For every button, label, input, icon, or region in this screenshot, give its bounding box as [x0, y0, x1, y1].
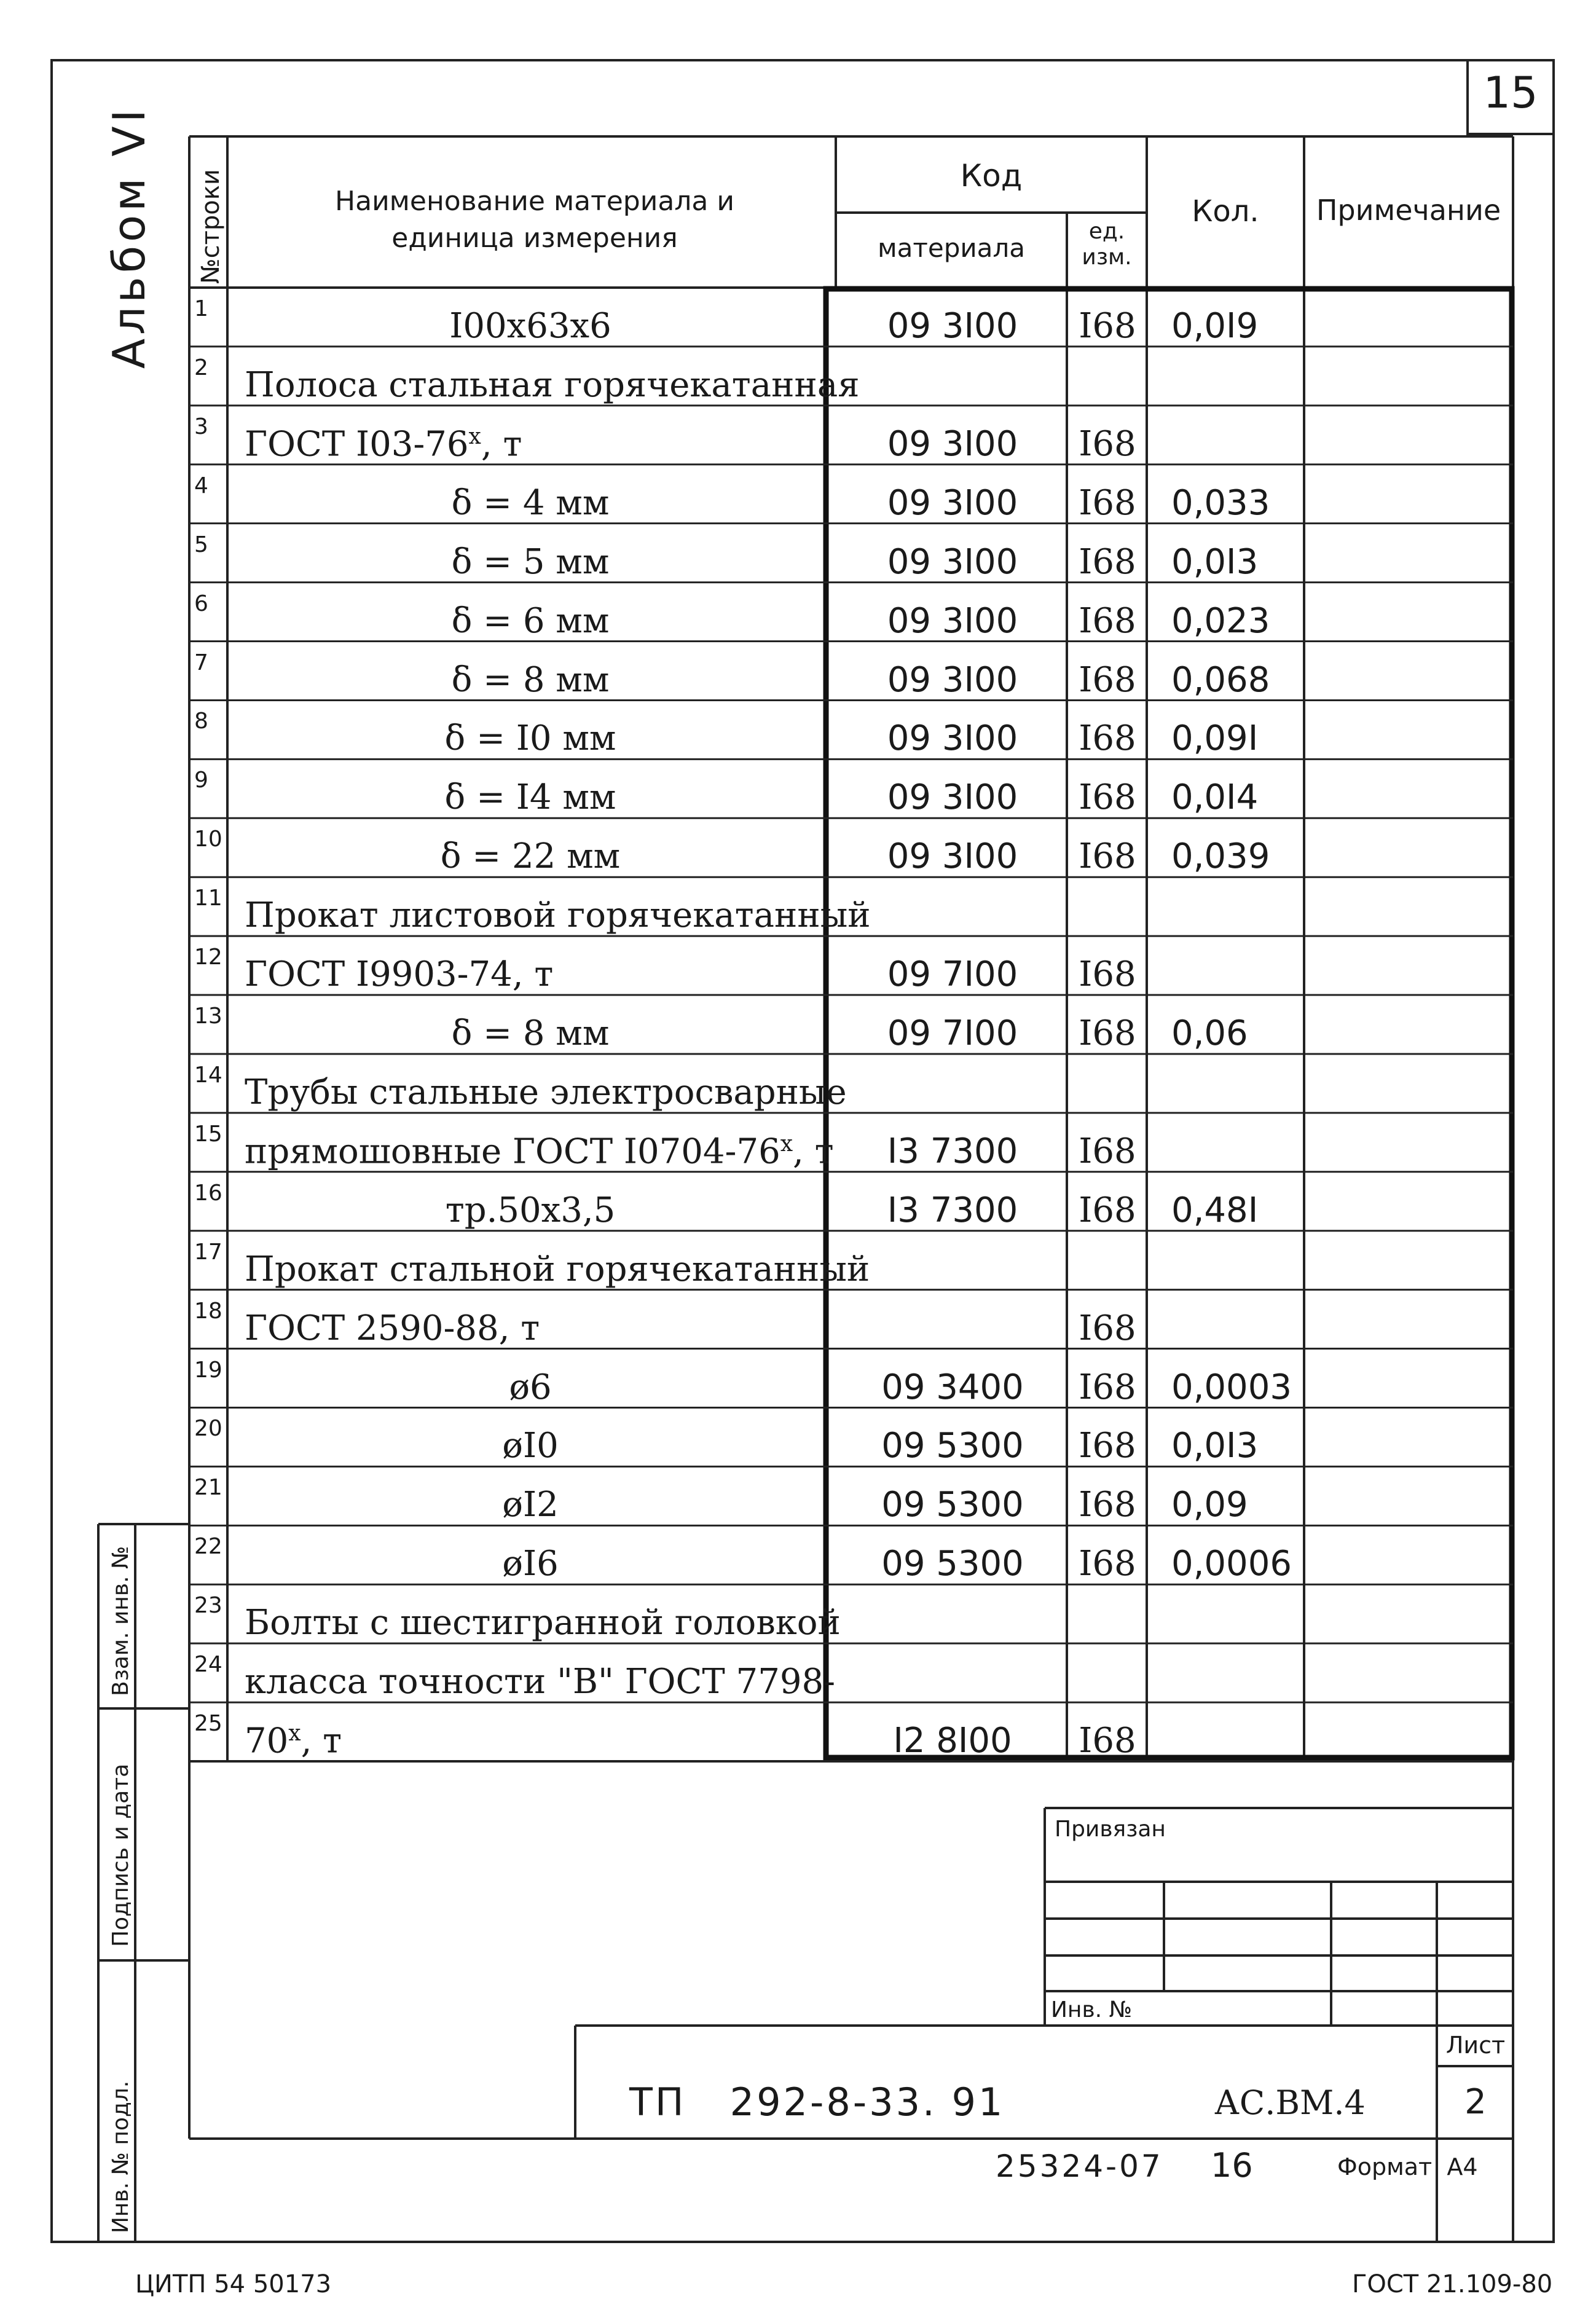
row-name: [245, 836, 816, 876]
row-material-code: 09 3I00: [887, 482, 1018, 523]
row-unit-code: I68: [1079, 777, 1136, 818]
row-number: 10: [194, 827, 222, 852]
row-material-code: 09 7I00: [887, 1013, 1018, 1054]
row-name-text: Полоса стальная горячекатанная: [245, 364, 860, 405]
header-note: Примечание: [1316, 194, 1501, 227]
row-material-code: 09 7I00: [887, 954, 1018, 995]
row-material-code: I3 7300: [887, 1131, 1018, 1171]
row-material-code: 09 5300: [881, 1485, 1024, 1525]
row-name: [245, 1190, 816, 1230]
row-unit-code: I68: [1079, 1190, 1136, 1230]
row-unit-code: I68: [1079, 718, 1136, 759]
row-name-text: ГОСТ I9903-74, т: [245, 954, 554, 995]
row-name-text: тр.50х3,5: [445, 1190, 616, 1230]
row-name-tail: , т: [301, 1721, 342, 1761]
row-quantity: 0,0I3: [1171, 1426, 1259, 1466]
row-name-superscript: х: [288, 1721, 301, 1747]
row-material-code: 09 3I00: [887, 718, 1018, 759]
row-material-code: 09 5300: [881, 1426, 1024, 1466]
row-unit-code: I68: [1079, 1131, 1136, 1171]
row-number: 11: [194, 886, 222, 911]
row-name: [245, 1662, 835, 1702]
row-number: 20: [194, 1416, 222, 1442]
row-name-text: δ = 6 мм: [451, 600, 610, 641]
row-quantity: 0,48I: [1171, 1190, 1259, 1230]
row-name-text: δ = I4 мм: [444, 777, 616, 818]
row-material-code: I3 7300: [887, 1190, 1018, 1230]
row-name: [245, 601, 816, 641]
list-label: Лист: [1445, 2032, 1506, 2059]
row-material-code: 09 3I00: [887, 306, 1018, 346]
row-unit-code: I68: [1079, 1308, 1136, 1348]
document-mark: АС.ВМ.4: [1214, 2083, 1366, 2122]
stamp-podpis: Подпись и дата: [108, 1763, 133, 1947]
format-label: Формат А4: [1337, 2153, 1478, 2180]
row-name: [245, 364, 860, 405]
row-quantity: 0,0I3: [1171, 541, 1259, 582]
row-number: 7: [194, 650, 208, 675]
row-name: [245, 542, 816, 582]
row-name-superscript: х: [468, 423, 481, 449]
row-unit-code: I68: [1079, 1721, 1136, 1761]
row-name-text: ГОСТ I03-76: [245, 424, 469, 465]
row-number: 17: [194, 1239, 222, 1265]
row-material-code: 09 3I00: [887, 541, 1018, 582]
row-name: [245, 1249, 870, 1289]
row-number: 2: [194, 355, 208, 380]
row-name: [245, 718, 816, 758]
order-number: 25324-07: [996, 2148, 1163, 2184]
row-unit-code: I68: [1079, 836, 1136, 877]
row-material-code: 09 3I00: [887, 836, 1018, 877]
row-name: [245, 660, 816, 700]
footer-right: ГОСТ 21.109-80: [1352, 2270, 1553, 2298]
row-number: 15: [194, 1121, 222, 1147]
row-unit-code: I68: [1079, 423, 1136, 464]
row-quantity: 0,09: [1171, 1485, 1248, 1525]
row-name-superscript: х: [780, 1131, 793, 1157]
row-quantity: 0,09I: [1171, 718, 1259, 759]
row-name: [245, 424, 816, 465]
header-unit: ед. изм.: [1082, 219, 1132, 270]
row-unit-code: I68: [1079, 482, 1136, 523]
row-unit-code: I68: [1079, 1013, 1136, 1054]
row-material-code: 09 3I00: [887, 600, 1018, 641]
row-number: 9: [194, 768, 208, 793]
header-material: материала: [877, 233, 1025, 263]
row-name: [245, 954, 816, 994]
stamp-vzam: Взам. инв. №: [108, 1546, 133, 1696]
row-name: [245, 1603, 841, 1643]
row-quantity: 0,0006: [1171, 1544, 1292, 1584]
row-name-text: øI0: [502, 1426, 559, 1466]
row-quantity: 0,039: [1171, 836, 1270, 877]
row-number: 3: [194, 414, 208, 439]
row-name: [245, 1721, 816, 1761]
row-material-code: I2 8I00: [893, 1721, 1012, 1761]
row-material-code: 09 3I00: [887, 423, 1018, 464]
row-name-text: δ = 5 мм: [451, 541, 610, 582]
row-number: 8: [194, 709, 208, 734]
row-material-code: 09 3I00: [887, 777, 1018, 818]
row-name-text: øI2: [502, 1485, 559, 1525]
footer-left: ЦИТП 54 50173: [135, 2270, 332, 2298]
row-name-tail: , т: [481, 424, 522, 465]
header-name: Наименование материала и единица измерения: [335, 186, 734, 254]
row-unit-code: I68: [1079, 306, 1136, 346]
row-number: 23: [194, 1593, 222, 1619]
row-quantity: 0,06: [1171, 1013, 1248, 1054]
row-name-tail: , т: [793, 1131, 834, 1172]
row-number: 12: [194, 945, 222, 970]
row-material-code: 09 3400: [881, 1367, 1024, 1407]
row-name-text: Трубы стальные электросварные: [245, 1072, 847, 1112]
album-label: Альбом VI: [103, 106, 155, 369]
row-name-text: Болты с шестигранной головкой: [245, 1603, 841, 1643]
row-name-text: δ = 8 мм: [451, 659, 610, 700]
row-name-text: øI6: [502, 1544, 559, 1584]
sheet-number: 15: [1483, 68, 1538, 118]
row-name: [245, 1308, 816, 1348]
row-number: 16: [194, 1180, 222, 1206]
stamp-inv: Инв. № подл.: [108, 2080, 133, 2233]
row-name-text: прямошовные ГОСТ I0704-76: [245, 1131, 780, 1172]
row-quantity: 0,023: [1171, 600, 1270, 641]
row-unit-code: I68: [1079, 1544, 1136, 1584]
row-quantity: 0,033: [1171, 482, 1270, 523]
privyazan-label: Привязан: [1055, 1817, 1166, 1842]
row-name-text: Прокат листовой горячекатанный: [245, 895, 871, 936]
row-name: [245, 306, 816, 346]
row-name-text: класса точности "В" ГОСТ 7798-: [245, 1662, 835, 1702]
header-qty: Кол.: [1192, 194, 1259, 229]
row-name: [245, 1072, 847, 1112]
row-name-text: Прокат стальной горячекатанный: [245, 1249, 870, 1289]
row-number: 5: [194, 532, 208, 557]
row-quantity: 0,0I4: [1171, 777, 1259, 818]
document-code: ТП 292-8-33. 91: [629, 2080, 1005, 2125]
row-unit-code: I68: [1079, 1426, 1136, 1466]
row-unit-code: I68: [1079, 541, 1136, 582]
row-name: [245, 777, 816, 817]
row-name-text: I00x63x6: [449, 306, 611, 346]
row-unit-code: I68: [1079, 659, 1136, 700]
row-name-text: ø6: [509, 1367, 552, 1407]
list-value: 2: [1464, 2082, 1487, 2122]
row-unit-code: I68: [1079, 954, 1136, 995]
row-name: [245, 1367, 816, 1407]
row-number: 22: [194, 1534, 222, 1560]
row-name: [245, 1544, 816, 1584]
row-name-text: δ = 4 мм: [451, 482, 610, 523]
row-quantity: 0,0I9: [1171, 306, 1259, 346]
row-unit-code: I68: [1079, 1367, 1136, 1407]
row-name-text: δ = I0 мм: [444, 718, 616, 759]
row-name: [245, 1426, 816, 1466]
row-material-code: 09 5300: [881, 1544, 1024, 1584]
row-number: 24: [194, 1652, 222, 1678]
row-quantity: 0,068: [1171, 659, 1270, 700]
row-quantity: 0,0003: [1171, 1367, 1292, 1407]
row-name: [245, 1485, 816, 1525]
row-name: [245, 1013, 816, 1053]
row-number: 19: [194, 1357, 222, 1383]
inv-no-label: Инв. №: [1051, 1997, 1133, 2022]
row-name-text: δ = 8 мм: [451, 1013, 610, 1054]
row-unit-code: I68: [1079, 600, 1136, 641]
row-number: 4: [194, 473, 208, 498]
page-number: 16: [1211, 2146, 1253, 2185]
row-name: [245, 895, 871, 936]
row-number: 1: [194, 296, 208, 321]
header-code: Код: [960, 158, 1023, 194]
row-number: 14: [194, 1062, 222, 1088]
row-name-text: 70: [245, 1721, 289, 1761]
row-name-text: ГОСТ 2590-88, т: [245, 1308, 540, 1348]
row-name-text: δ = 22 мм: [440, 836, 621, 877]
row-number: 21: [194, 1475, 222, 1501]
header-row-no: №строки: [197, 169, 225, 284]
row-number: 13: [194, 1004, 222, 1029]
row-name: [245, 1131, 834, 1172]
row-unit-code: I68: [1079, 1485, 1136, 1525]
row-number: 25: [194, 1711, 222, 1737]
row-number: 6: [194, 591, 208, 616]
row-number: 18: [194, 1298, 222, 1324]
row-name: [245, 483, 816, 523]
row-material-code: 09 3I00: [887, 659, 1018, 700]
